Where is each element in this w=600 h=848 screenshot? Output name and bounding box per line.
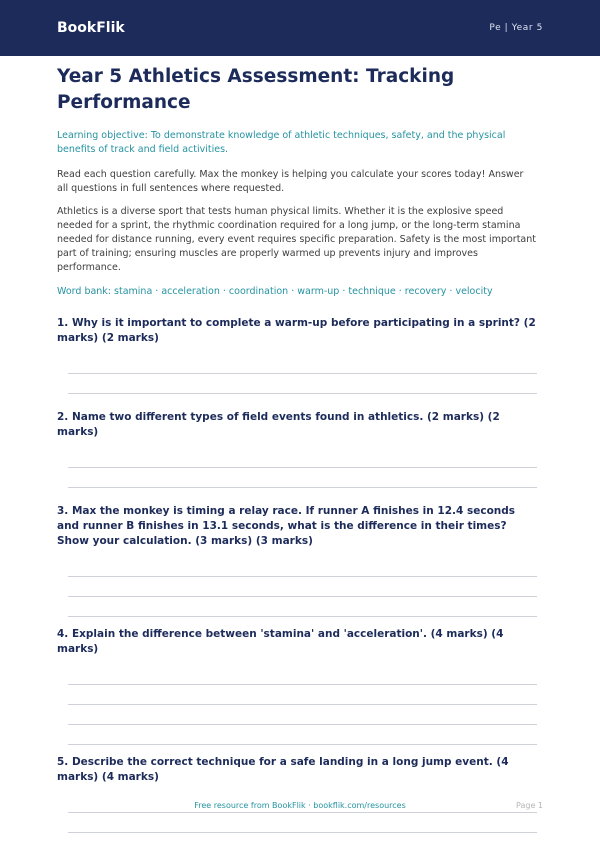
word-bank: Word bank: stamina · acceleration · coordination · warm-up · technique · recovery · velocity xyxy=(57,286,493,297)
answer-line xyxy=(68,373,537,374)
page-number: Page 1 xyxy=(516,801,543,810)
footer-credit: Free resource from BookFlik · bookflik.com/resources xyxy=(194,801,406,810)
question-5: 5. Describe the correct technique for a safe landing in a long jump event. (4 marks) (4 marks) xyxy=(57,756,509,783)
worksheet-content xyxy=(57,64,537,848)
answer-line xyxy=(68,393,537,394)
brand-logo: BookFlik xyxy=(57,20,125,36)
page-header xyxy=(0,0,600,56)
answer-line xyxy=(68,576,537,577)
answer-line xyxy=(68,467,537,468)
question-4: 4. Explain the difference between 'stamina' and 'acceleration'. (4 marks) (4 marks) xyxy=(57,628,504,655)
answer-lines-3 xyxy=(68,576,537,617)
learning-objective: Learning objective: To demonstrate knowledge of athletic techniques, safety, and the physical benefits of track and field activities. xyxy=(57,130,506,155)
answer-lines-1 xyxy=(68,373,537,394)
question-3: 3. Max the monkey is timing a relay race. If runner A finishes in 12.4 seconds and runner B finishes in 13.1 seconds, what is the difference in their times? Show your calculation. (3 marks) (3 marks) xyxy=(57,505,516,547)
answer-line xyxy=(68,704,537,705)
answer-lines-4 xyxy=(68,684,537,745)
instructions: Read each question carefully. Max the monkey is helping you calculate your scores today! Answer all questions in full sentences where requested. xyxy=(57,169,524,194)
answer-line xyxy=(68,744,537,745)
answer-lines-5 xyxy=(68,812,537,848)
answer-line xyxy=(68,616,537,617)
answer-line xyxy=(68,724,537,725)
reading-passage: Athletics is a diverse sport that tests human physical limits. Whether it is the explosive speed needed for a sprint, the rhythmic coordination required for a long jump, or the long-term stamina needed for distance running, every event requires specific preparation. Safety is the most important part of training; ensuring muscles are properly warmed up prevents injury and improves performance. xyxy=(57,206,536,273)
subject-grade-label: Pe | Year 5 xyxy=(489,23,543,33)
answer-line xyxy=(68,832,537,833)
answer-line xyxy=(68,487,537,488)
answer-lines-2 xyxy=(68,467,537,488)
worksheet-title: Year 5 Athletics Assessment: Tracking Performance xyxy=(57,66,455,113)
answer-line xyxy=(68,684,537,685)
question-2: 2. Name two different types of field events found in athletics. (2 marks) (2 marks) xyxy=(57,411,500,438)
question-1: 1. Why is it important to complete a warm-up before participating in a sprint? (2 marks) (2 marks) xyxy=(57,317,536,344)
page-footer xyxy=(0,801,600,815)
answer-line xyxy=(68,596,537,597)
